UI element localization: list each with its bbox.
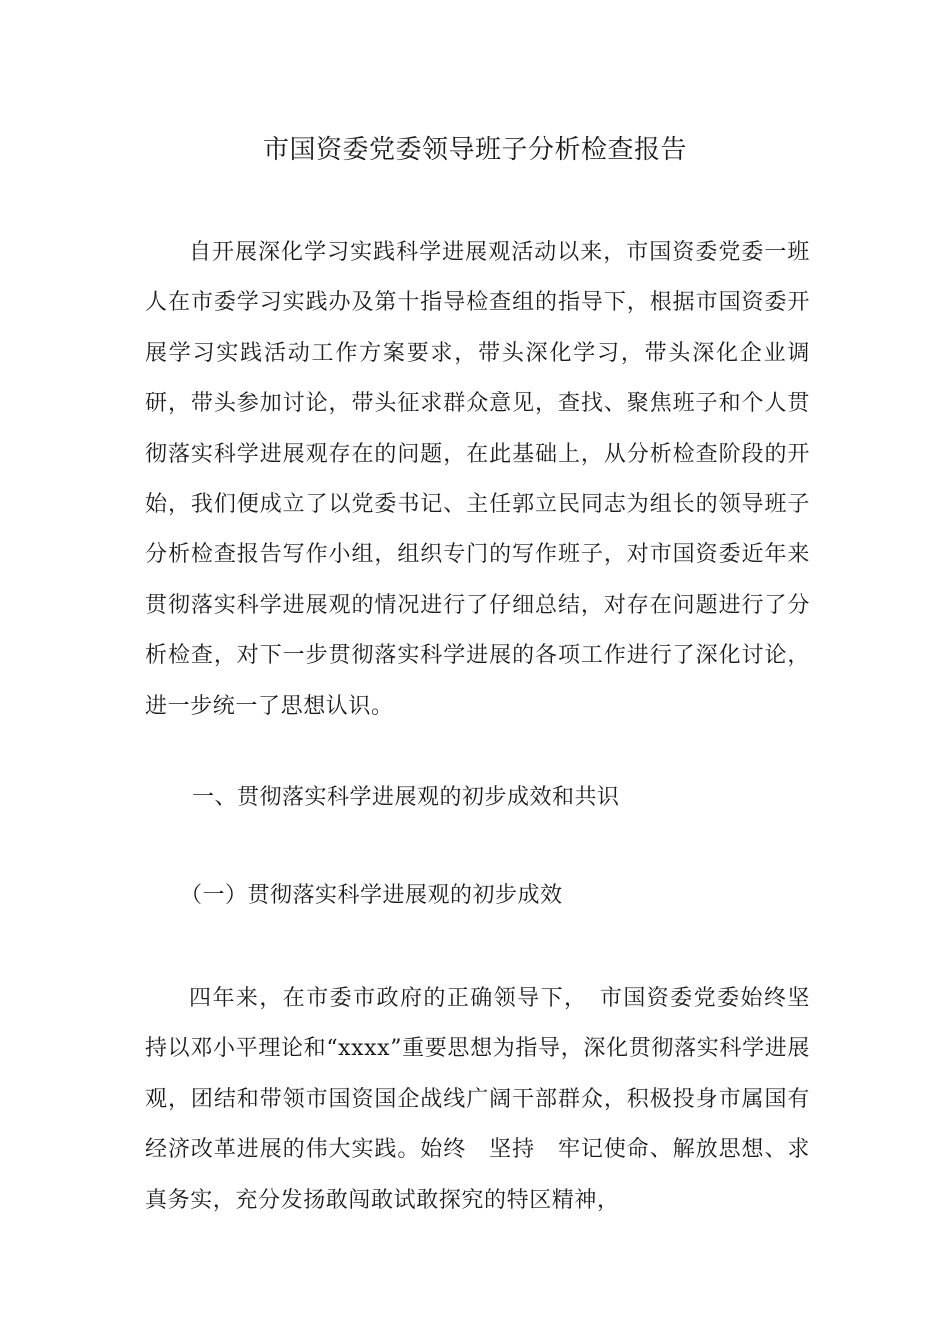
body-paragraph: 四年来，在市委市政府的正确领导下， 市国资委党委始终坚持以邓小平理论和“xxxx”重要思想为指导，深化贯彻落实科学进展观，团结和带领市国资国企战线广阔干部群众，积极投身市属国有经济改革进展的伟大实践。始终 坚持 牢记使命、解放思想、求真务实，充分发扬敢闯敢试敢探究的特区精神， (145, 986, 810, 1213)
intro-paragraph: 自开展深化学习实践科学进展观活动以来，市国资委党委一班人在市委学习实践办及第十指导检查组的指导下，根据市国资委开展学习实践活动工作方案要求，带头深化学习，带头深化企业调研，带头参加讨论，带头征求群众意见，查找、聚焦班子和个人贯彻落实科学进展观存在的问题，在此基础上，从分析检查阶段的开始，我们便成立了以党委书记、主任郭立民同志为组长的领导班子分析检查报告写作小组，组织专门的写作班子，对市国资委近年来贯彻落实科学进展观的情况进行了仔细总结，对存在问题进行了分析检查，对下一步贯彻落实科学进展的各项工作进行了深化讨论，进一步统一了思想认识。 (145, 240, 810, 719)
section-heading-1: 一、贯彻落实科学进展观的初步成效和共识 (192, 785, 620, 810)
document-title: 市国资委党委领导班子分析检查报告 (262, 135, 687, 165)
subsection-heading-1: （一）贯彻落实科学进展观的初步成效 (180, 883, 563, 908)
